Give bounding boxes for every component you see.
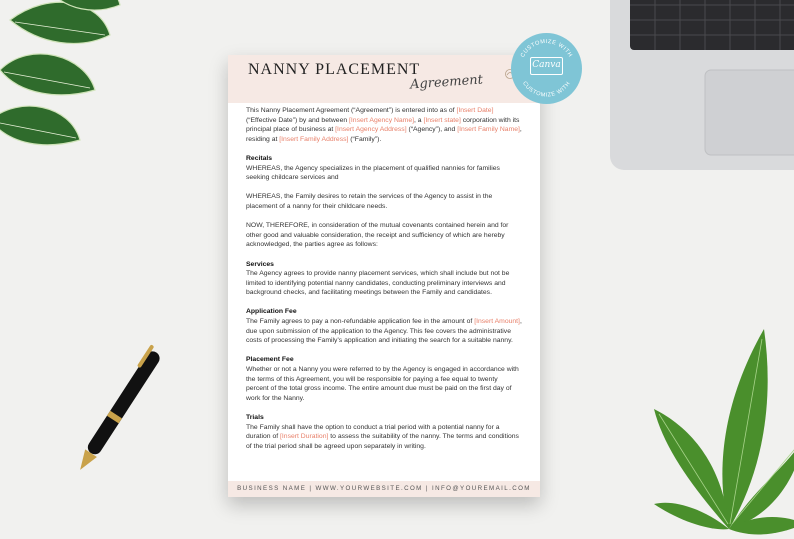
services-heading: Services	[246, 260, 274, 268]
placeholder-field: [Insert Family Name]	[457, 126, 520, 134]
badge-bottom-text: CUSTOMIZE WITH	[521, 80, 572, 99]
trials-text	[246, 424, 519, 450]
document-text: (“Effective Date”) by and between	[246, 116, 350, 124]
document-subtitle: Agreement	[409, 72, 484, 93]
laptop-image	[600, 0, 794, 180]
badge-top-text: CUSTOMIZE WITH	[519, 38, 574, 59]
pen-image	[70, 315, 190, 475]
recital-2-text: WHEREAS, the Family desires to retain the services of the Agency to assist in the placement of a nanny for their childcare needs.	[246, 193, 493, 210]
placeholder-field: [Insert Duration]	[280, 433, 329, 441]
customize-with-canva-badge[interactable]	[511, 33, 582, 104]
recital-1-text: WHEREAS, the Agency specializes in the placement of qualified nannies for families seeking childcare services and	[246, 164, 500, 182]
document-header	[228, 55, 540, 103]
plant-top-left-image	[0, 0, 130, 170]
document-text: to assess the suitability of the nanny. The terms and conditions of the trial period shall be agreed upon separately in writing.	[246, 433, 519, 450]
recitals-section	[246, 154, 522, 183]
document-text: , due upon submission of the application to the Agency. This fee covers the administrative costs of processing the Family’s application and initiating the search for a suitable nanny.	[246, 318, 522, 345]
intro-paragraph	[246, 106, 522, 144]
services-text: The Agency agrees to provide nanny placement services, which shall include but not be limited to identifying potential nanny candidates, conducting preliminary interviews and background checks, and facilitating meetings between the Family and candidates.	[246, 270, 510, 297]
document-text: The Family shall have the option to conduct a trial period with a potential nanny for a duration of	[246, 423, 500, 441]
placeholder-field: [Insert Agency Address]	[335, 126, 407, 134]
placement-fee-section	[246, 355, 522, 403]
svg-text:CUSTOMIZE WITH	[521, 81, 572, 99]
document-text: , a	[414, 116, 424, 124]
document-title: NANNY PLACEMENT	[248, 61, 421, 78]
trials-section	[246, 413, 522, 451]
recital-3-text: NOW, THEREFORE, in consideration of the mutual covenants contained herein and for other good and valuable consideration, the receipt and sufficiency of which are hereby acknowledged, the parties agree as follows:	[246, 222, 509, 249]
plant-bottom-right-image	[654, 319, 794, 539]
recitals-heading: Recitals	[246, 154, 273, 162]
placeholder-field: [Insert state]	[423, 116, 461, 124]
placement-fee-heading: Placement Fee	[246, 356, 294, 364]
application-fee-section	[246, 307, 522, 345]
application-fee-text	[246, 318, 522, 344]
services-section	[246, 260, 522, 298]
placeholder-field: [Insert Agency Name]	[349, 116, 414, 124]
document-footer: BUSINESS NAME | WWW.YOURWEBSITE.COM | INFO@YOUREMAIL.COM	[228, 481, 540, 497]
document-text: (“Family”).	[348, 135, 382, 143]
document-text: corporation with its principal place of business at	[246, 116, 520, 134]
svg-text:CUSTOMIZE WITH	[520, 39, 573, 59]
document-text: The Family agrees to pay a non-refundable application fee in the amount of	[246, 318, 475, 326]
application-fee-heading: Application Fee	[246, 308, 297, 316]
document-text: , residing at	[246, 126, 522, 143]
canva-logo: Canva	[530, 57, 563, 75]
trials-heading: Trials	[246, 414, 264, 421]
placeholder-field: [Insert Date]	[456, 107, 494, 114]
agreement-document	[228, 55, 540, 497]
document-text: (“Agency”), and	[406, 126, 458, 134]
placement-fee-text: Whether or not a Nanny you were referred to by the Agency is engaged in accordance with the terms of this Agreement, you will be responsible for paying a fee equal to twenty percent of the total gross income. The entire amount due must be paid on the first day of work for the Nanny.	[246, 366, 519, 402]
placeholder-field: [Insert Amount]	[474, 318, 520, 326]
document-text: This Nanny Placement Agreement (“Agreement”) is entered into as of	[246, 107, 457, 114]
placeholder-field: [Insert Family Address]	[279, 135, 349, 143]
document-body	[246, 106, 522, 461]
